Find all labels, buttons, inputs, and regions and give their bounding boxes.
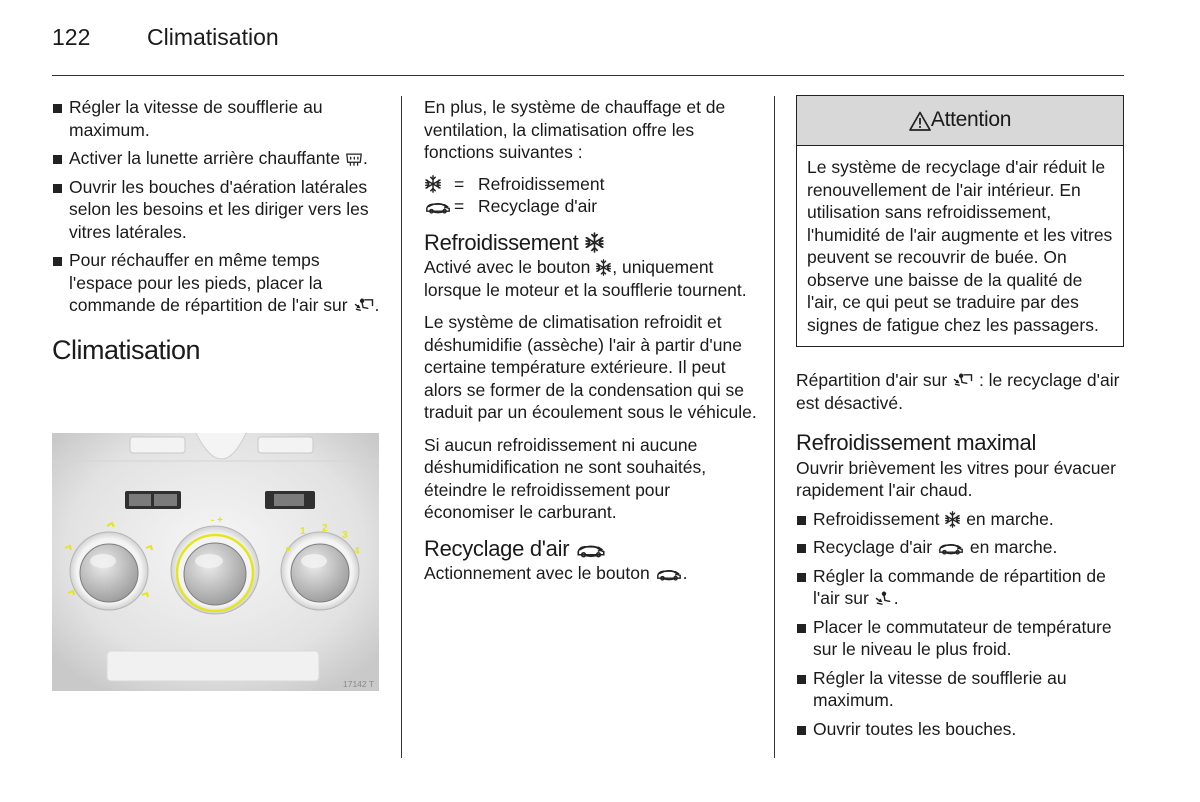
snowflake-icon (424, 175, 442, 193)
figure-code: 17142 T (343, 679, 375, 689)
heading-max-cooling: Refroidissement maximal (796, 430, 1037, 455)
fan-speed-label-2: 2 (322, 523, 328, 534)
paragraph: Si aucun refroidissement ni aucune déshumidification ne sont souhaités, éteindre le refroidissement pour économiser le carburant. (424, 434, 707, 522)
paragraph: Activé avec le bouton , uniquement lorsque le moteur et la soufflerie tournent. (424, 257, 747, 300)
header-rule (52, 75, 1124, 76)
symbol-legend (424, 174, 757, 218)
recirculation-icon (575, 542, 607, 559)
steps-list (52, 96, 382, 317)
warning-box (796, 95, 1124, 347)
paragraph: Ouvrir brièvement les vitres pour évacuer rapidement l'air chaud. (796, 457, 1116, 500)
recirculation-icon (937, 541, 965, 556)
paragraph: Actionnement avec le bouton . (424, 563, 688, 583)
heading-cooling: Refroidissement (424, 232, 757, 255)
column-1 (52, 96, 382, 365)
max-cooling-steps (796, 508, 1124, 741)
list-item: Ouvrir toutes les bouches. (796, 718, 1124, 741)
footwell-windscreen-icon (952, 372, 974, 389)
footwell-icon (874, 590, 894, 607)
intro-text: En plus, le système de chauffage et de ventilation, la climatisation offre les fonctions suivantes : (424, 97, 726, 162)
list-item: Pour réchauffer en même temps l'espace pour les pieds, placer la commande de répartition de l'air sur . (52, 249, 382, 317)
column-divider (401, 96, 402, 758)
heading-recirculation: Recyclage d'air (424, 538, 757, 561)
fan-speed-label-3: 3 (342, 530, 348, 541)
list-item: Régler la vitesse de soufflerie au maximum. (52, 96, 382, 141)
warning-triangle-icon (909, 111, 931, 131)
column-divider (774, 96, 775, 758)
footwell-windscreen-icon (353, 297, 375, 314)
page-number: 122 (52, 24, 91, 50)
recirculation-icon (655, 567, 683, 582)
list-item: Placer le commutateur de température sur le niveau le plus froid. (796, 616, 1124, 661)
fan-speed-label-1: 1 (300, 526, 306, 537)
temperature-scale-label: - + (211, 515, 223, 526)
warning-title: Attention (930, 108, 1012, 132)
list-item: Refroidissement en marche. (796, 508, 1124, 531)
snowflake-icon (584, 232, 605, 253)
list-item: = Refroidissement (424, 174, 757, 196)
recirculation-icon (424, 200, 452, 215)
climate-control-panel-figure (52, 433, 379, 691)
list-item: Activer la lunette arrière chauffante . (52, 147, 382, 170)
snowflake-icon (595, 259, 612, 276)
list-item: Régler la commande de répartition de l'air sur . (796, 565, 1124, 610)
paragraph: Répartition d'air sur : le recyclage d'air est désactivé. (796, 370, 1120, 413)
column-3 (796, 95, 1124, 746)
warning-header (797, 96, 1123, 146)
list-item: Ouvrir les bouches d'aération latérales selon les besoins et les diriger vers les vitres latérales. (52, 176, 382, 244)
rear-window-heating-icon (345, 152, 363, 167)
fan-speed-label-4: 4 (354, 546, 360, 557)
column-2 (424, 96, 757, 595)
list-item: Recyclage d'air en marche. (796, 536, 1124, 559)
snowflake-icon (944, 511, 961, 528)
page-title: Climatisation (147, 24, 279, 50)
list-item: Régler la vitesse de soufflerie au maximum. (796, 667, 1124, 712)
section-title: Climatisation (52, 334, 201, 365)
paragraph: Le système de climatisation refroidit et déshumidifie (assèche) l'air à partir d'une certaine température extérieure. Il peut alors se former de la condensation qui se traduit par un écoulement sous le véhicule. (424, 312, 757, 422)
list-item: = Recyclage d'air (424, 196, 757, 218)
warning-text: Le système de recyclage d'air réduit le renouvellement de l'air intérieur. En utilisation sans refroidissement, l'humidité de l'air augmente et les vitres peuvent se recouvrir de buée. On observe une baisse de la qualité de l'air, ce qui peut se traduire par des signes de fatigue chez les passagers. (807, 157, 1113, 335)
